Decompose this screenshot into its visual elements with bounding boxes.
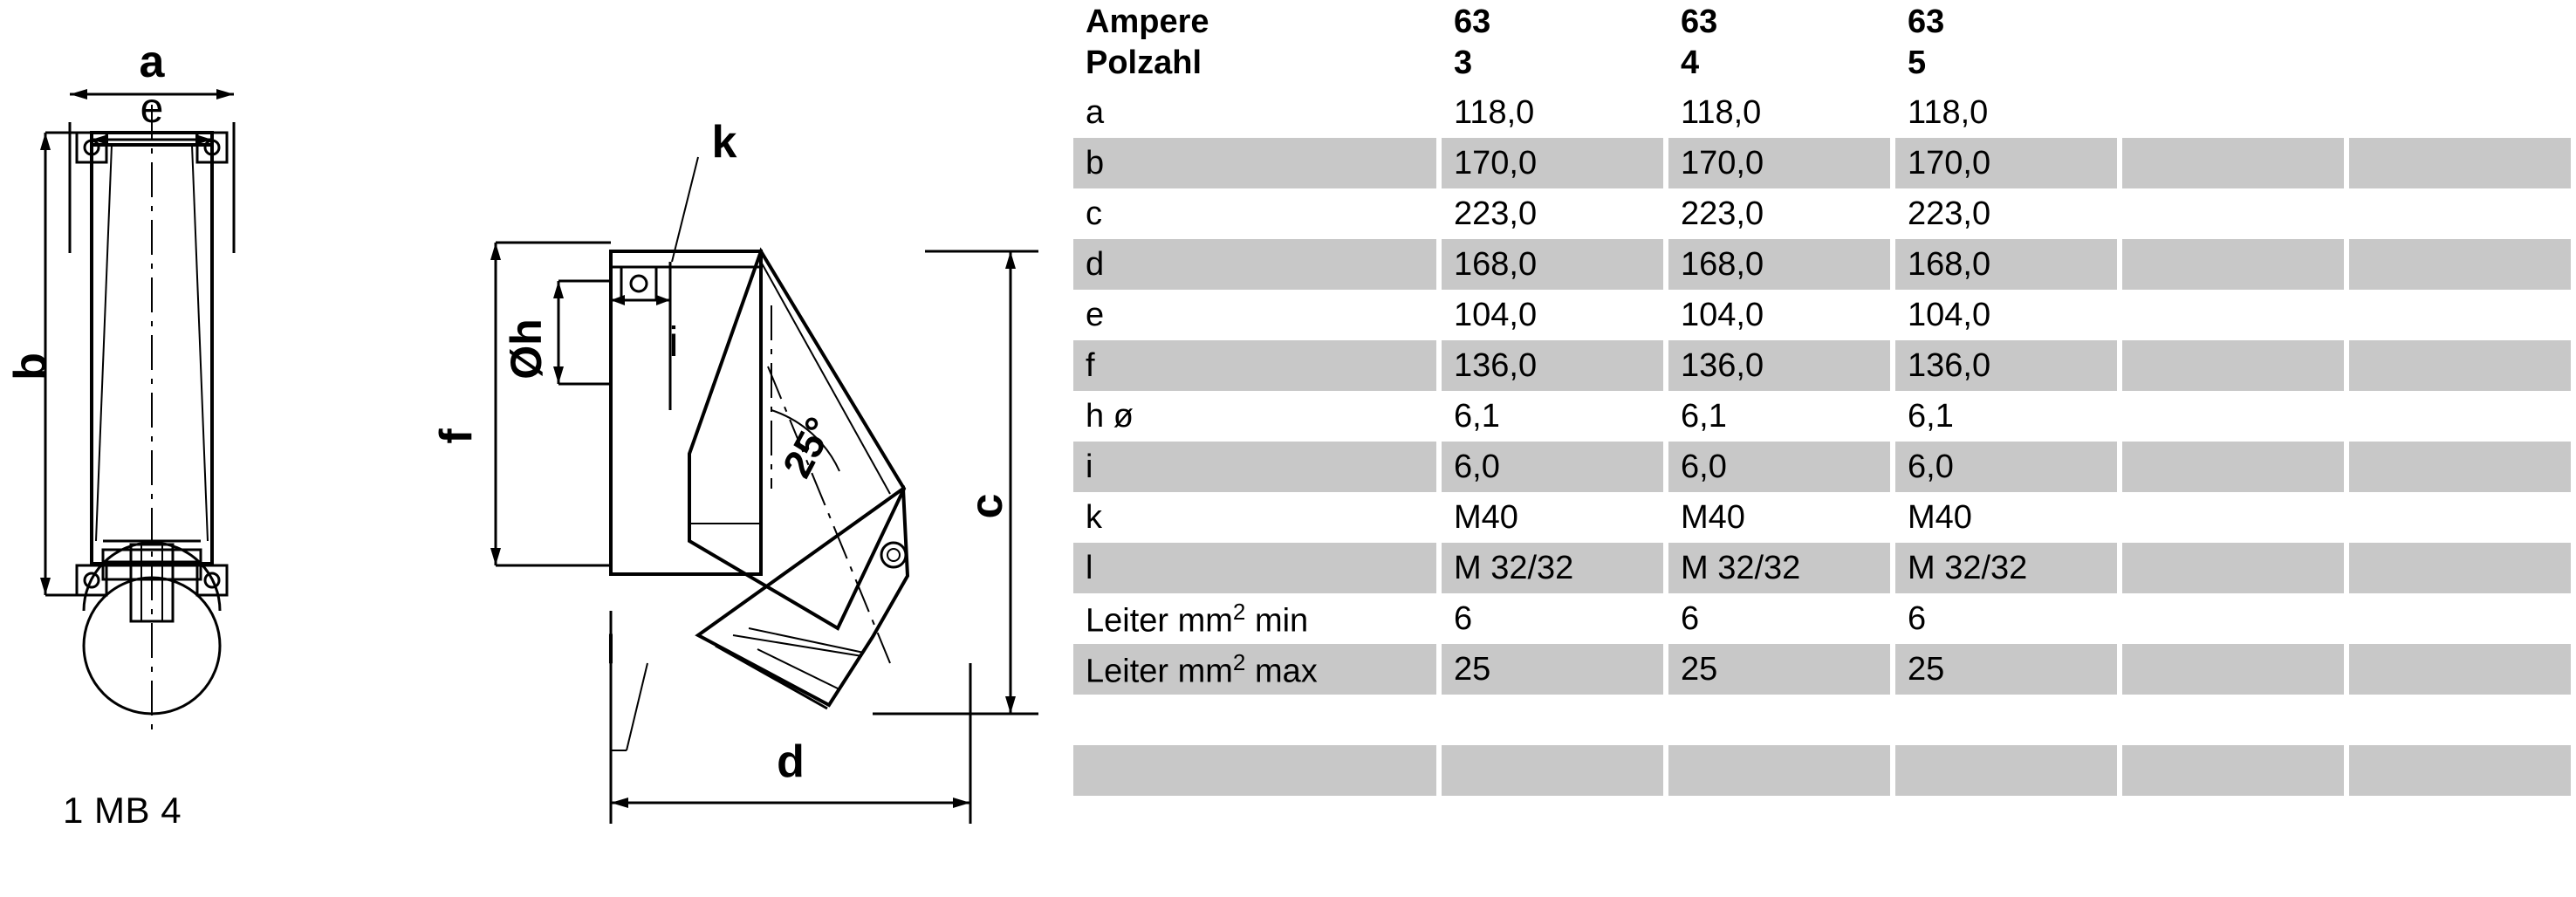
part-number-label: 1 MB 4 <box>63 790 182 831</box>
row-label-cell <box>1073 695 1442 745</box>
row-value-cell: 104,0 <box>1895 290 2122 340</box>
empty-cell <box>2349 593 2576 644</box>
dim-h <box>553 281 611 384</box>
empty-cell <box>2349 644 2576 695</box>
table-row <box>1073 695 2576 745</box>
row-value-cell: 136,0 <box>1668 340 1895 391</box>
label-b: b <box>5 353 56 380</box>
label-l: l <box>606 627 616 672</box>
row-label-cell: a <box>1073 87 1442 138</box>
empty-cell <box>2349 0 2576 42</box>
label-e: e <box>140 86 164 132</box>
row-value-cell <box>1668 745 1895 796</box>
empty-cell <box>2122 695 2349 745</box>
dim-i <box>611 262 670 410</box>
row-value-cell: 104,0 <box>1668 290 1895 340</box>
row-value-cell: 6,0 <box>1442 442 1668 492</box>
row-value-cell: 168,0 <box>1442 239 1668 290</box>
row-value-cell: 6 <box>1442 593 1668 644</box>
row-value-cell: 104,0 <box>1442 290 1668 340</box>
empty-cell <box>2122 290 2349 340</box>
row-value-cell: 118,0 <box>1442 87 1668 138</box>
row-value-cell: 223,0 <box>1668 188 1895 239</box>
table-row <box>1073 391 2576 442</box>
empty-cell <box>2349 442 2576 492</box>
table-row <box>1073 239 2576 290</box>
row-label-cell: i <box>1073 442 1442 492</box>
empty-cell <box>2349 492 2576 543</box>
empty-cell <box>2122 239 2349 290</box>
row-value-cell: 118,0 <box>1668 87 1895 138</box>
row-value-cell: 25 <box>1442 644 1668 695</box>
row-label-cell: l <box>1073 543 1442 593</box>
row-value-cell <box>1895 695 2122 745</box>
empty-cell <box>2122 492 2349 543</box>
table-row <box>1073 543 2576 593</box>
row-value-cell: 168,0 <box>1895 239 2122 290</box>
row-label-cell: Leiter $mm^2$ max <box>1073 644 1442 695</box>
empty-cell <box>2349 188 2576 239</box>
row-value-cell: 4 <box>1668 42 1895 87</box>
label-k: k <box>711 117 737 168</box>
empty-cell <box>2122 543 2349 593</box>
table-row <box>1073 42 2576 87</box>
row-value-cell <box>1442 695 1668 745</box>
row-value-cell: 118,0 <box>1895 87 2122 138</box>
empty-cell <box>2349 543 2576 593</box>
label-c: c <box>962 493 1012 519</box>
row-value-cell: 63 <box>1442 0 1668 42</box>
row-value-cell: M40 <box>1668 492 1895 543</box>
table-row <box>1073 593 2576 644</box>
empty-cell <box>2349 695 2576 745</box>
row-value-cell <box>1895 745 2122 796</box>
empty-cell <box>2122 188 2349 239</box>
table-row <box>1073 87 2576 138</box>
table-row <box>1073 442 2576 492</box>
specification-table <box>1073 0 2576 897</box>
empty-cell <box>2122 0 2349 42</box>
empty-cell <box>2349 42 2576 87</box>
row-value-cell: 63 <box>1895 0 2122 42</box>
row-value-cell: 6,0 <box>1668 442 1895 492</box>
table-row <box>1073 745 2576 796</box>
table-row <box>1073 340 2576 391</box>
row-value-cell: 170,0 <box>1442 138 1668 188</box>
row-label-cell: Leiter $mm^2$ min <box>1073 593 1442 644</box>
row-value-cell: 223,0 <box>1442 188 1668 239</box>
technical-drawing <box>0 0 1073 897</box>
empty-cell <box>2122 593 2349 644</box>
row-value-cell: 6 <box>1895 593 2122 644</box>
empty-cell <box>2122 340 2349 391</box>
dim-d <box>611 611 970 824</box>
label-i: i <box>668 319 679 366</box>
row-value-cell: 168,0 <box>1668 239 1895 290</box>
empty-cell <box>2122 138 2349 188</box>
row-value-cell: 136,0 <box>1895 340 2122 391</box>
row-value-cell: 63 <box>1668 0 1895 42</box>
empty-cell <box>2349 87 2576 138</box>
empty-cell <box>2349 239 2576 290</box>
row-value-cell: M40 <box>1895 492 2122 543</box>
label-d: d <box>777 736 805 787</box>
row-value-cell <box>1442 745 1668 796</box>
table-row <box>1073 492 2576 543</box>
empty-cell <box>2122 87 2349 138</box>
row-value-cell: 25 <box>1895 644 2122 695</box>
label-h: Øh <box>502 318 551 380</box>
row-label-cell: c <box>1073 188 1442 239</box>
row-value-cell: M 32/32 <box>1895 543 2122 593</box>
empty-cell <box>2349 340 2576 391</box>
row-value-cell: 6 <box>1668 593 1895 644</box>
label-angle: 25° <box>773 409 843 485</box>
row-value-cell: 6,0 <box>1895 442 2122 492</box>
empty-cell <box>2349 290 2576 340</box>
spec-table-body <box>1073 0 2576 796</box>
row-value-cell: 6,1 <box>1895 391 2122 442</box>
row-value-cell: 170,0 <box>1895 138 2122 188</box>
label-f: f <box>431 428 482 444</box>
row-label-cell: k <box>1073 492 1442 543</box>
dim-c <box>873 251 1038 714</box>
row-value-cell: 3 <box>1442 42 1668 87</box>
row-label-cell: Ampere <box>1073 0 1442 42</box>
empty-cell <box>2349 391 2576 442</box>
row-value-cell: M40 <box>1442 492 1668 543</box>
row-value-cell: 6,1 <box>1442 391 1668 442</box>
empty-cell <box>2122 745 2349 796</box>
table-row <box>1073 138 2576 188</box>
empty-cell <box>2349 745 2576 796</box>
row-value-cell: M 32/32 <box>1442 543 1668 593</box>
row-value-cell: 170,0 <box>1668 138 1895 188</box>
row-label-cell: e <box>1073 290 1442 340</box>
row-value-cell: 136,0 <box>1442 340 1668 391</box>
label-a: a <box>139 37 165 87</box>
table-row <box>1073 0 2576 42</box>
row-value-cell: 6,1 <box>1668 391 1895 442</box>
row-label-cell: d <box>1073 239 1442 290</box>
empty-cell <box>2122 442 2349 492</box>
row-label-cell: f <box>1073 340 1442 391</box>
row-value-cell: 223,0 <box>1895 188 2122 239</box>
row-value-cell: M 32/32 <box>1668 543 1895 593</box>
table-row <box>1073 644 2576 695</box>
row-label-cell: Polzahl <box>1073 42 1442 87</box>
row-label-cell: b <box>1073 138 1442 188</box>
row-label-cell <box>1073 745 1442 796</box>
row-value-cell: 25 <box>1668 644 1895 695</box>
empty-cell <box>2122 42 2349 87</box>
empty-cell <box>2349 138 2576 188</box>
spec-table <box>1073 0 2576 796</box>
table-row <box>1073 188 2576 239</box>
table-row <box>1073 290 2576 340</box>
row-value-cell <box>1668 695 1895 745</box>
row-label-cell: h ø <box>1073 391 1442 442</box>
empty-cell <box>2122 644 2349 695</box>
dim-f <box>490 243 611 565</box>
empty-cell <box>2122 391 2349 442</box>
row-value-cell: 5 <box>1895 42 2122 87</box>
